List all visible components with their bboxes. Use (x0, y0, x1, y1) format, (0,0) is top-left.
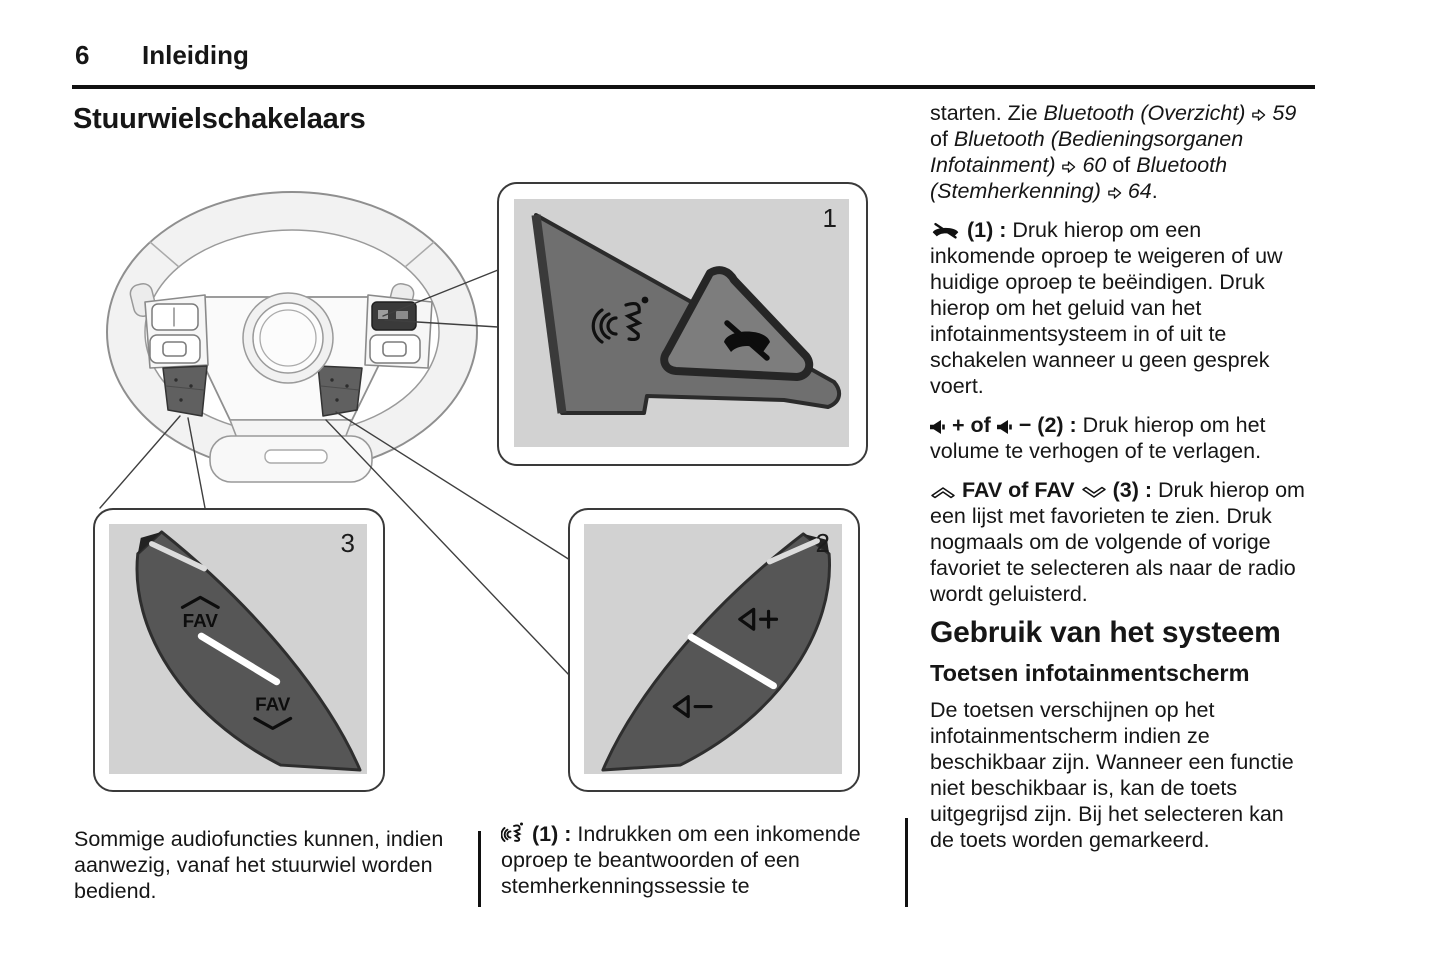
text-segment: of (930, 127, 954, 151)
system-subheading: Toetsen infotainmentscherm (930, 660, 1250, 686)
favorites-rocker-shape (137, 532, 360, 770)
volume-switch-illustration (584, 524, 842, 774)
figure-caption: Sommige audiofuncties kunnen, indien aanwezig, vanaf het stuurwiel worden bediend. (74, 827, 444, 903)
italic-text-segment: 64 (1121, 179, 1152, 203)
callout-3-photo (109, 524, 367, 774)
callout-3-number: 3 (340, 528, 355, 558)
italic-text-segment: Bluetooth (Bedieningsorganen Infotainment) (930, 127, 1244, 177)
header-rule (72, 85, 1315, 89)
decline-call-paragraph (930, 217, 1308, 399)
callout-2-photo (584, 524, 842, 774)
bold-text-segment: (3) : (1106, 478, 1158, 502)
bold-text-segment: + of (946, 413, 997, 437)
favorites-switch-illustration (109, 524, 367, 774)
callout-2-number: 2 (815, 528, 830, 558)
left-switch-panel (145, 295, 208, 368)
callout-1-photo (514, 199, 849, 447)
system-body-paragraph: De toetsen verschijnen op het infotainmentscherm indien ze beschikbaar zijn. Wanneer een functie niet beschikbaar is, kan de toets uitgegrijsd zijn. Bij het selecteren kan de toets worden gemarkeerd. (930, 698, 1294, 852)
text-segment: starten. Zie (930, 101, 1044, 125)
text-segment: Druk hierop om het volume te verhogen of te verlagen. (930, 413, 1266, 463)
bluetooth-reference-paragraph (930, 100, 1308, 204)
page-ref-arrow-icon (1107, 186, 1122, 200)
page-ref-arrow-icon (1061, 160, 1076, 174)
speaker-icon (997, 420, 1013, 434)
callout-1-number: 1 (822, 203, 837, 233)
system-heading: Gebruik van het systeem (930, 616, 1281, 649)
fav-lower-label: FAV (255, 693, 291, 715)
text-segment: Druk hierop om een lijst met favorieten te zien. Druk nogmaals om de volgende of vorige favoriet te selecteren als naar de radio wordt geluisterd. (930, 478, 1305, 606)
lower-spoke (210, 420, 372, 482)
callout-box-1 (497, 182, 868, 466)
text-segment: . (1151, 179, 1158, 203)
voice-recognition-icon (501, 820, 526, 843)
bold-text-segment: FAV of FAV (956, 478, 1081, 502)
section-heading: Stuurwielschakelaars (73, 103, 366, 135)
italic-text-segment: 60 (1076, 153, 1107, 177)
favorites-switch-pod (163, 366, 207, 416)
column-divider-left (478, 831, 481, 907)
voice-note-paragraph (501, 820, 861, 899)
chapter-title: Inleiding (142, 40, 249, 70)
right-switch-panel (365, 295, 432, 368)
text-segment: of (1106, 153, 1137, 177)
italic-text-segment: Bluetooth (Overzicht) (1043, 101, 1246, 125)
callout-box-3 (93, 508, 385, 792)
page-ref-arrow-icon (1251, 108, 1266, 122)
bold-text-segment: (1) : (526, 822, 578, 846)
decline-call-button (664, 270, 809, 377)
volume-paragraph (930, 412, 1308, 464)
callout-box-2 (568, 508, 860, 792)
bold-text-segment: (1) : (961, 218, 1013, 242)
text-segment: Druk hierop om een inkomende oproep te weigeren of uw huidige oproep te beëindigen. Druk hierop om het geluid van het infotainmentsysteem in of uit te schakelen wanneer u geen gesprek voert. (930, 218, 1283, 398)
chevron-down-icon (1081, 486, 1107, 499)
fav-upper-label: FAV (182, 610, 218, 632)
volume-switch-pod (318, 366, 362, 416)
bold-text-segment: − (2) : (1012, 413, 1083, 437)
column-divider-right (905, 818, 908, 907)
phone-voice-switch-illustration (514, 199, 849, 447)
page-number: 6 (75, 40, 90, 70)
text-segment: Indrukken om een inkomende oproep te beantwoorden of een stemherkenningssessie te (501, 822, 861, 898)
favorites-paragraph (930, 477, 1308, 607)
italic-text-segment: 59 (1266, 101, 1297, 125)
right-column (930, 100, 1308, 866)
italic-text-segment: Bluetooth (Stemherkenning) (930, 153, 1228, 203)
hub-emblem (243, 293, 333, 383)
